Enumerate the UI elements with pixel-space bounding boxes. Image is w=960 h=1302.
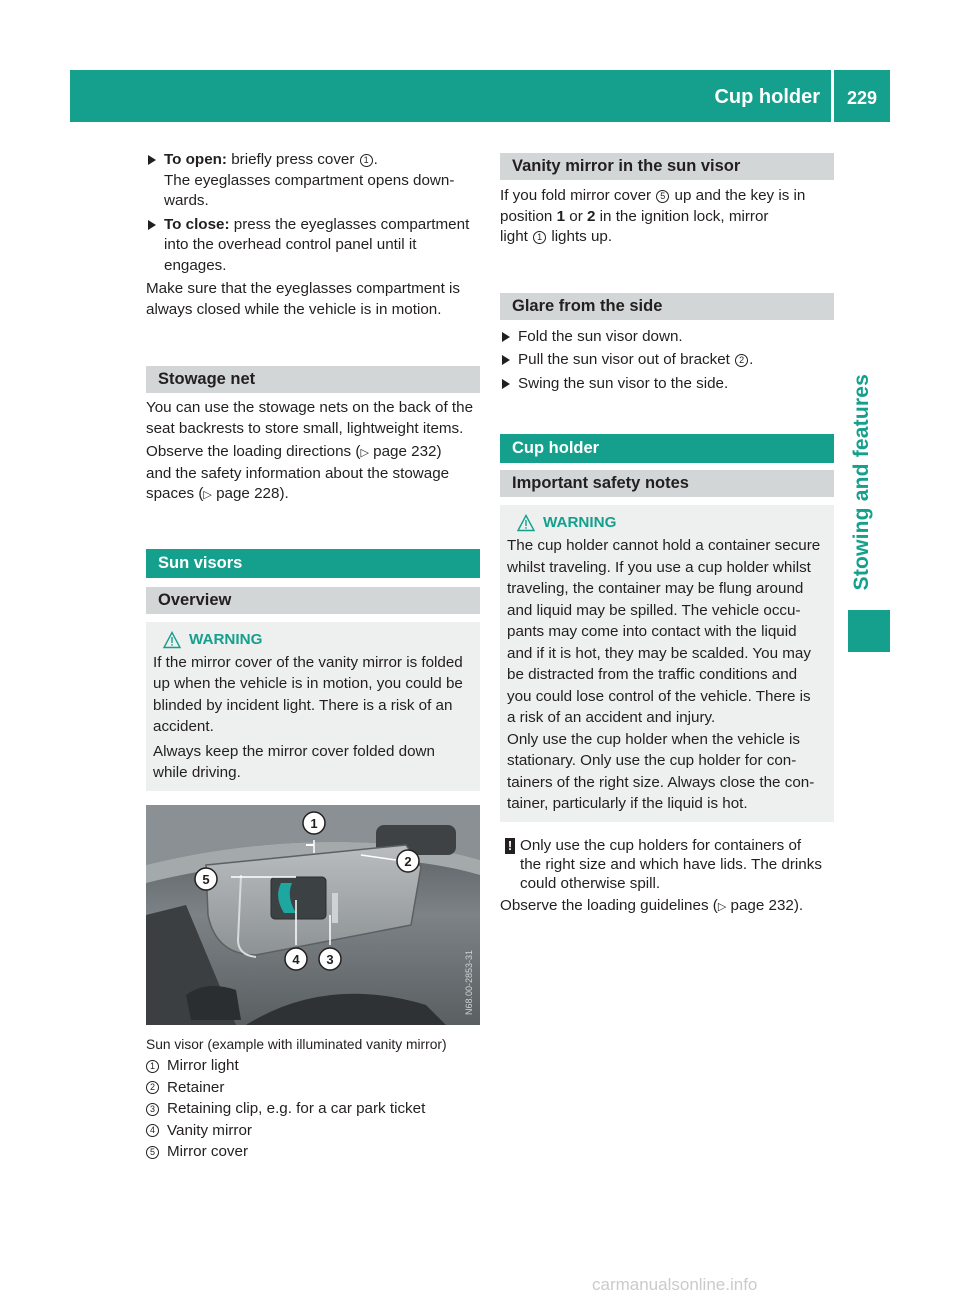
- header-bar: [70, 70, 890, 122]
- ignition-position-2: 2: [586, 207, 596, 225]
- side-chapter-tab: [834, 130, 890, 590]
- callout-1: 1: [533, 231, 546, 244]
- ignition-position-1: 1: [556, 207, 566, 225]
- overview-heading: Overview: [146, 587, 480, 614]
- section-title: Cup holder: [714, 86, 820, 108]
- legend-number: 1: [146, 1060, 159, 1073]
- warning-line: while driving.: [153, 764, 241, 781]
- watermark: carmanualsonline.info: [592, 1275, 758, 1294]
- glare-step-text: Pull the sun visor out of bracket: [518, 351, 735, 368]
- sun-visor-illustration: [146, 805, 480, 1025]
- stowage-para2-line1: [146, 442, 480, 464]
- legend-number: 3: [146, 1103, 159, 1116]
- callout-5: 5: [656, 190, 669, 203]
- open-instruction: [146, 150, 480, 212]
- vanity-text: lights up.: [547, 228, 613, 245]
- page-ref-arrow-icon: ▷: [203, 489, 212, 501]
- warning-triangle-icon: [517, 514, 535, 532]
- glare-step-text: Fold the sun visor down.: [518, 327, 683, 345]
- vanity-text: position: [500, 207, 557, 225]
- warning-line: tainer, particularly if the liquid is hot.: [507, 795, 748, 812]
- callout-2: 2: [735, 354, 748, 367]
- closed-note-line2: always closed while the vehicle is in motion.: [146, 300, 442, 318]
- cup-holder-heading: Cup holder: [500, 434, 834, 463]
- callout-marker-1: [303, 812, 325, 834]
- warning-line: The cup holder cannot hold a container secure: [507, 537, 821, 554]
- vanity-text: up and the key is in: [670, 187, 806, 204]
- warning-line: accident.: [153, 718, 214, 735]
- right-column: [500, 153, 834, 917]
- warning-title: [507, 511, 827, 535]
- warning-triangle-icon: [163, 631, 181, 649]
- legend-text: Retaining clip, e.g. for a car park ticket: [167, 1100, 426, 1117]
- legend-item: [146, 1120, 480, 1142]
- legend-number: 4: [146, 1124, 159, 1137]
- notice-line: the right size and which have lids. The drinks: [520, 855, 822, 873]
- vanity-mirror-heading: Vanity mirror in the sun visor: [500, 153, 834, 180]
- glare-step-3: [500, 374, 834, 395]
- notice-line: Only use the cup holders for containers of: [520, 836, 802, 854]
- legend-text: Retainer: [167, 1078, 225, 1096]
- sun-visors-heading: Sun visors: [146, 549, 480, 578]
- close-instruction: [146, 215, 480, 277]
- warning-title-text: WARNING: [543, 514, 617, 532]
- callout-marker-5: [195, 868, 217, 890]
- stowage-para2-line2: and the safety information about the stowage: [146, 464, 450, 482]
- header-divider: [831, 70, 834, 122]
- legend-text: Vanity mirror: [167, 1121, 252, 1139]
- warning-line: whilst traveling. If you use a cup holder whilst: [507, 558, 811, 576]
- stowage-para2-text: Observe the loading directions (: [146, 443, 361, 460]
- legend-item: [146, 1099, 480, 1121]
- callout-1: 1: [360, 154, 373, 167]
- sun-visor-photo: [146, 805, 480, 1025]
- warning-line: Only use the cup holder when the vehicle is: [507, 730, 800, 748]
- svg-text:2: 2: [404, 853, 412, 869]
- safety-notes-heading: Important safety notes: [500, 470, 834, 497]
- callout-marker-4: [285, 948, 307, 970]
- warning-line: and if it is hot, they may be scalded. You may: [507, 644, 811, 662]
- warning-line: a risk of an accident and injury.: [507, 709, 716, 726]
- page-number: 229: [846, 88, 878, 108]
- side-chapter-label: Stowing and features: [849, 373, 873, 590]
- vanity-text: in the ignition lock, mirror: [595, 207, 769, 225]
- open-label: To open:: [164, 151, 227, 168]
- legend-item: [146, 1142, 480, 1164]
- vanity-line1: [500, 186, 834, 207]
- glare-step-1: [500, 327, 834, 348]
- close-label: To close:: [164, 215, 230, 233]
- close-line3: engages.: [164, 256, 227, 274]
- svg-text:3: 3: [326, 951, 334, 967]
- legend-text: Mirror light: [167, 1057, 239, 1074]
- warning-line: Always keep the mirror cover folded down: [153, 742, 435, 760]
- notice-exclamation-icon: !: [505, 838, 515, 854]
- observe-loading-line: [500, 896, 834, 918]
- photo-code: N68.00-2853-31: [464, 949, 474, 1015]
- notice-block: [500, 836, 834, 893]
- vanity-line3: [500, 227, 834, 248]
- warning-line: blinded by incident light. There is a risk of an: [153, 696, 453, 714]
- svg-text:1: 1: [310, 815, 318, 831]
- page-ref-232[interactable]: page 232): [368, 443, 442, 460]
- warning-line: you could lose control of the vehicle. There is: [507, 687, 811, 705]
- close-text: press the eyeglasses compartment: [229, 215, 470, 233]
- open-text: briefly press cover: [226, 151, 359, 168]
- glare-step-text: Swing the sun visor to the side.: [518, 374, 729, 392]
- vanity-text: or: [565, 207, 587, 225]
- page-ref-228[interactable]: page 228).: [211, 485, 289, 502]
- warning-line: up when the vehicle is in motion, you could be: [153, 675, 463, 692]
- warning-line: stationary. Only use the cup holder for con-: [507, 752, 797, 769]
- open-line3: wards.: [164, 192, 209, 209]
- cup-holder-warning-box: [500, 505, 834, 822]
- svg-text:4: 4: [292, 951, 300, 967]
- vanity-line2: [500, 207, 834, 228]
- open-line2: The eyeglasses compartment opens down-: [164, 171, 455, 189]
- warning-line: pants may come into contact with the liquid: [507, 623, 797, 640]
- legend-item: [146, 1056, 480, 1078]
- photo-caption: Sun visor (example with illuminated vanity mirror): [146, 1036, 447, 1052]
- legend-number: 2: [146, 1081, 159, 1094]
- notice-line: could otherwise spill.: [520, 874, 661, 892]
- warning-line: tainers of the right size. Always close the con-: [507, 773, 815, 791]
- stowage-para1-line1: You can use the stowage nets on the back of the: [146, 399, 474, 416]
- close-line2: into the overhead control panel until it: [164, 236, 417, 253]
- glare-step-text: .: [749, 351, 754, 368]
- vanity-text: If you fold mirror cover: [500, 187, 656, 204]
- vanity-text: light: [500, 228, 533, 245]
- callout-marker-2: [397, 850, 419, 872]
- svg-text:5: 5: [202, 871, 210, 887]
- callout-marker-3: [319, 948, 341, 970]
- legend-text: Mirror cover: [167, 1143, 249, 1160]
- warning-line: If the mirror cover of the vanity mirror is folded: [153, 653, 463, 671]
- legend-number: 5: [146, 1146, 159, 1159]
- glare-heading: Glare from the side: [500, 293, 834, 320]
- page-ref-arrow-icon: ▷: [717, 900, 727, 913]
- warning-line: and liquid may be spilled. The vehicle occu-: [507, 601, 801, 619]
- page-ref-232[interactable]: page 232).: [726, 896, 804, 914]
- stowage-net-heading: Stowage net: [146, 366, 480, 393]
- sun-visor-warning-box: [146, 622, 480, 791]
- legend-item: [146, 1077, 480, 1099]
- open-text-end: .: [373, 151, 378, 168]
- stowage-para2-line3: [146, 484, 480, 506]
- left-column: [146, 150, 480, 1163]
- warning-title: [153, 628, 473, 652]
- observe-text: Observe the loading guidelines (: [500, 896, 718, 914]
- warning-line: be distracted from the traffic conditions and: [507, 666, 798, 683]
- legend-list: [146, 1056, 480, 1164]
- stowage-para1-line2: seat backrests to store small, lightweight items.: [146, 419, 464, 437]
- page-ref-arrow-icon: ▷: [360, 447, 369, 459]
- warning-line: traveling, the container may be flung around: [507, 580, 804, 597]
- glare-step-2: [500, 350, 834, 371]
- closed-note-line1: Make sure that the eyeglasses compartment is: [146, 280, 461, 297]
- warning-title-text: WARNING: [189, 630, 263, 648]
- stowage-para2-text3: spaces (: [146, 485, 204, 502]
- side-chapter-marker: [848, 610, 890, 652]
